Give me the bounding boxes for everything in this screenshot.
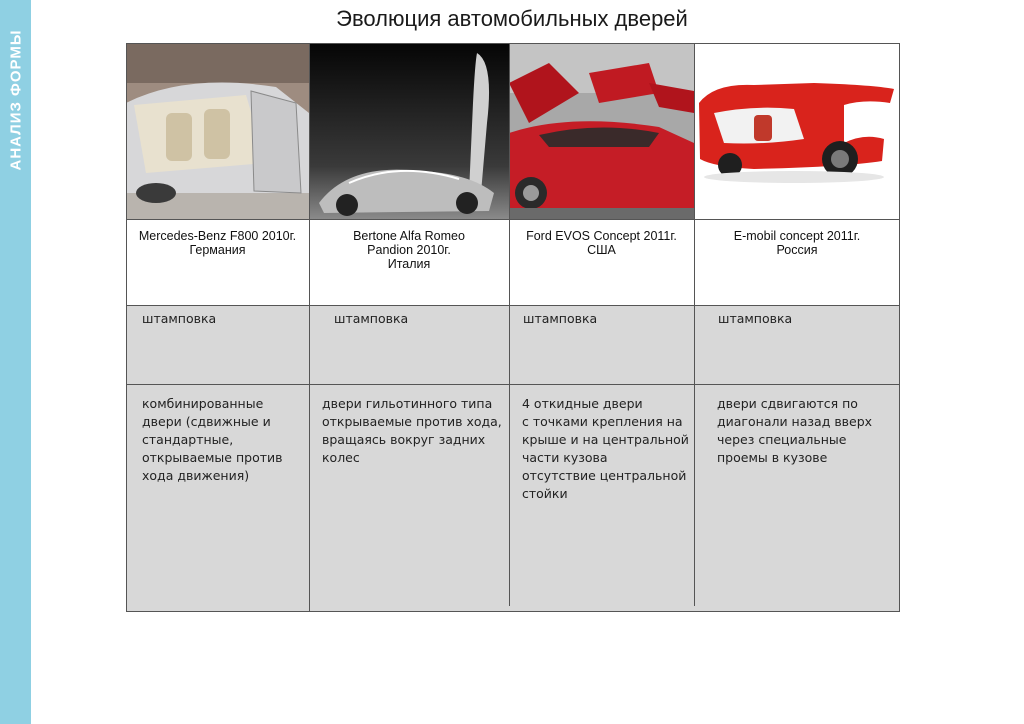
col-divider (899, 43, 900, 612)
car-image-ford (509, 43, 694, 219)
row-divider (126, 384, 900, 385)
description-cell: двери сдвигаются по диагонали назад вверх через специальные проемы в кузове (717, 396, 873, 465)
car-image-mercedes (126, 43, 309, 219)
car-country: Россия (776, 243, 818, 257)
description-cell: комбинированные двери (сдвижные и стандартные, открываемые против хода движения) (142, 396, 283, 483)
row-divider (126, 219, 900, 220)
red-open-concept-car-icon (694, 43, 900, 219)
row-divider (126, 305, 900, 306)
row-divider (126, 43, 900, 44)
car-model: Bertone Alfa Romeo (353, 229, 465, 243)
car-model: Mercedes-Benz F800 2010г. (138, 229, 297, 243)
car-model: E-mobil concept 2011г. (733, 229, 861, 243)
description-cell: двери гильотинного типа открываемые против хода, вращаясь вокруг задних колес (322, 396, 502, 465)
col-divider (309, 43, 310, 612)
technology-cell: штамповка (718, 311, 793, 326)
side-band (0, 0, 31, 724)
col-divider (509, 43, 510, 606)
car-country: США (587, 243, 616, 257)
concept-car-guillotine-door-icon (309, 43, 509, 219)
car-country: Италия (387, 257, 431, 271)
car-name-mercedes (126, 229, 309, 257)
description-cell: 4 откидные двери с точками крепления на крыше и на центральной части кузова отсутствие центральной стойки (522, 396, 689, 501)
technology-cell: штамповка (523, 311, 598, 326)
technology-cell: штамповка (142, 311, 217, 326)
red-gullwing-car-icon (509, 43, 694, 219)
car-name-bertone (309, 229, 509, 271)
section-label: АНАЛИЗ ФОРМЫ (7, 29, 25, 171)
comparison-table (126, 43, 900, 612)
technology-cell: штамповка (334, 311, 409, 326)
car-name-emobil (694, 229, 900, 257)
car-model-year: Pandion 2010г. (367, 243, 451, 257)
car-image-emobil (694, 43, 900, 219)
col-divider (126, 43, 127, 612)
car-model: Ford EVOS Concept 2011г. (526, 229, 677, 243)
car-name-ford (509, 229, 694, 257)
silver-sedan-photo-icon (126, 43, 309, 219)
car-image-bertone (309, 43, 509, 219)
page-title: Эволюция автомобильных дверей (336, 6, 688, 31)
car-country: Германия (189, 243, 246, 257)
col-divider (694, 43, 695, 606)
row-divider (126, 611, 900, 612)
